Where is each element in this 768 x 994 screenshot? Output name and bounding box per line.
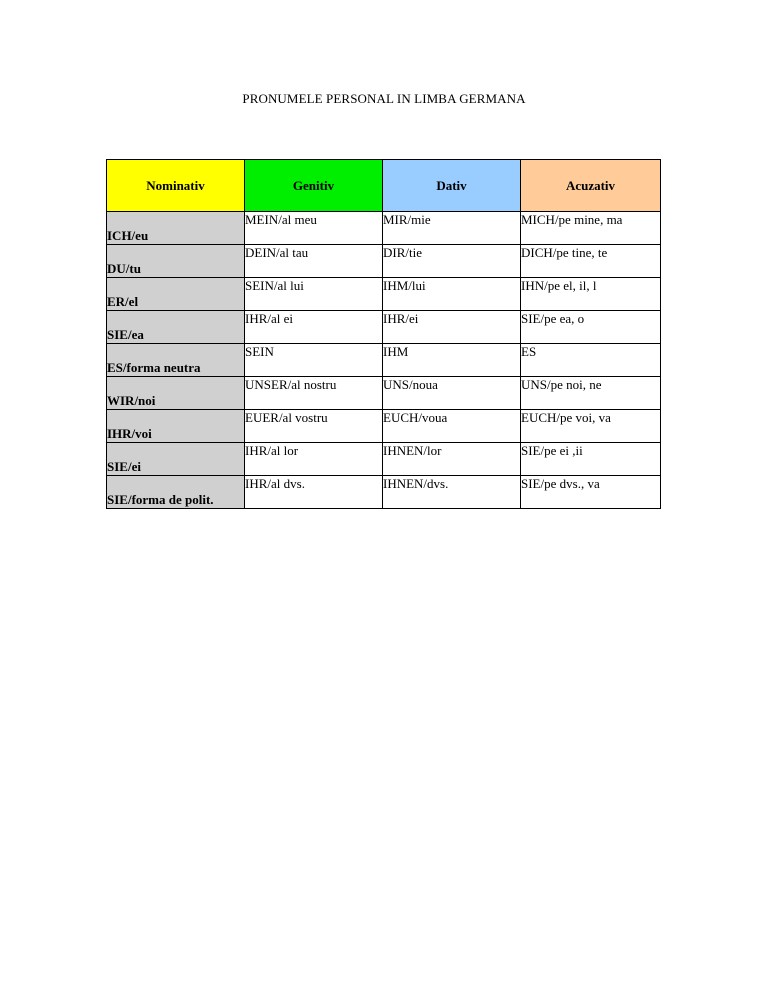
acuzativ-cell: IHN/pe el, il, l	[521, 278, 661, 311]
acuzativ-cell: ES	[521, 344, 661, 377]
nominativ-cell: WIR/noi	[107, 377, 245, 410]
genitiv-cell: IHR/al ei	[245, 311, 383, 344]
genitiv-cell: IHR/al lor	[245, 443, 383, 476]
acuzativ-cell: SIE/pe ea, o	[521, 311, 661, 344]
nominativ-cell: ICH/eu	[107, 212, 245, 245]
header-dativ: Dativ	[383, 160, 521, 212]
dativ-cell: IHM	[383, 344, 521, 377]
acuzativ-cell: MICH/pe mine, ma	[521, 212, 661, 245]
table-body	[107, 212, 661, 509]
nominativ-cell: ER/el	[107, 278, 245, 311]
page-title: PRONUMELE PERSONAL IN LIMBA GERMANA	[242, 91, 526, 106]
acuzativ-cell: SIE/pe dvs., va	[521, 476, 661, 509]
header-acuzativ: Acuzativ	[521, 160, 661, 212]
header-row	[107, 160, 661, 212]
table-row	[107, 278, 661, 311]
acuzativ-cell: UNS/pe noi, ne	[521, 377, 661, 410]
dativ-cell: DIR/tie	[383, 245, 521, 278]
table-row	[107, 377, 661, 410]
nominativ-cell: ES/forma neutra	[107, 344, 245, 377]
dativ-cell: MIR/mie	[383, 212, 521, 245]
nominativ-cell: SIE/ei	[107, 443, 245, 476]
header-nominativ: Nominativ	[107, 160, 245, 212]
acuzativ-cell: EUCH/pe voi, va	[521, 410, 661, 443]
dativ-cell: IHNEN/lor	[383, 443, 521, 476]
header-genitiv: Genitiv	[245, 160, 383, 212]
dativ-cell: IHR/ei	[383, 311, 521, 344]
acuzativ-cell: DICH/pe tine, te	[521, 245, 661, 278]
table-row	[107, 443, 661, 476]
table-row	[107, 245, 661, 278]
genitiv-cell: DEIN/al tau	[245, 245, 383, 278]
dativ-cell: UNS/noua	[383, 377, 521, 410]
genitiv-cell: EUER/al vostru	[245, 410, 383, 443]
table-row	[107, 344, 661, 377]
dativ-cell: IHM/lui	[383, 278, 521, 311]
table-row	[107, 212, 661, 245]
acuzativ-cell: SIE/pe ei ,ii	[521, 443, 661, 476]
genitiv-cell: UNSER/al nostru	[245, 377, 383, 410]
dativ-cell: EUCH/voua	[383, 410, 521, 443]
table-row	[107, 311, 661, 344]
nominativ-cell: IHR/voi	[107, 410, 245, 443]
nominativ-cell: SIE/ea	[107, 311, 245, 344]
genitiv-cell: SEIN/al lui	[245, 278, 383, 311]
genitiv-cell: IHR/al dvs.	[245, 476, 383, 509]
table-row	[107, 476, 661, 509]
nominativ-cell: SIE/forma de polit.	[107, 476, 245, 509]
genitiv-cell: SEIN	[245, 344, 383, 377]
genitiv-cell: MEIN/al meu	[245, 212, 383, 245]
pronoun-table	[106, 159, 661, 509]
nominativ-cell: DU/tu	[107, 245, 245, 278]
table-row	[107, 410, 661, 443]
dativ-cell: IHNEN/dvs.	[383, 476, 521, 509]
